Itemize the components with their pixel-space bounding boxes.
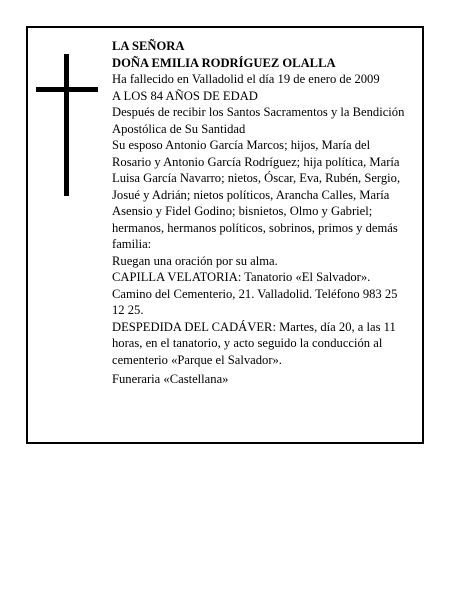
notice-heading: LA SEÑORA — [112, 39, 185, 53]
obituary-text — [112, 38, 412, 388]
cross-vertical-bar — [64, 54, 69, 196]
cross-icon — [36, 54, 98, 196]
deceased-name: DOÑA EMILIA RODRÍGUEZ OLALLA — [112, 55, 336, 70]
age-line: A LOS 84 AÑOS DE EDAD — [112, 88, 258, 103]
farewell-info: DESPEDIDA DEL CADÁVER: Martes, día 20, a las 11 horas, en el tanatorio, y acto seguido la conducción al cementerio «Parque el Salvador». — [112, 319, 396, 367]
funeral-home: Funeraria «Castellana» — [112, 372, 229, 386]
prayer-request: Ruegan una oración por su alma. — [112, 253, 278, 268]
chapel-info: CAPILLA VELATORIA: Tanatorio «El Salvador». Camino del Cementerio, 21. Valladolid. Teléfono 983 25 12 25. — [112, 270, 398, 317]
family-list: Su esposo Antonio García Marcos; hijos, María del Rosario y Antonio García Rodríguez; hija política, María Luisa García Navarro; nietos, Óscar, Eva, Rubén, Sergio, Josué y Adrián; nietos políticos, Arancha Calles, María Asensio y Fidel Godino; bisnietos, Olmo y Gabriel; hermanos, hermanos políticos, sobrinos, primos y demás familia: — [112, 138, 401, 251]
death-date-line: Ha fallecido en Valladolid el día 19 de enero de 2009 — [112, 72, 380, 86]
cross-horizontal-bar — [36, 87, 98, 92]
sacraments-line: Después de recibir los Santos Sacramentos y la Bendición Apostólica de Su Santidad — [112, 105, 405, 136]
